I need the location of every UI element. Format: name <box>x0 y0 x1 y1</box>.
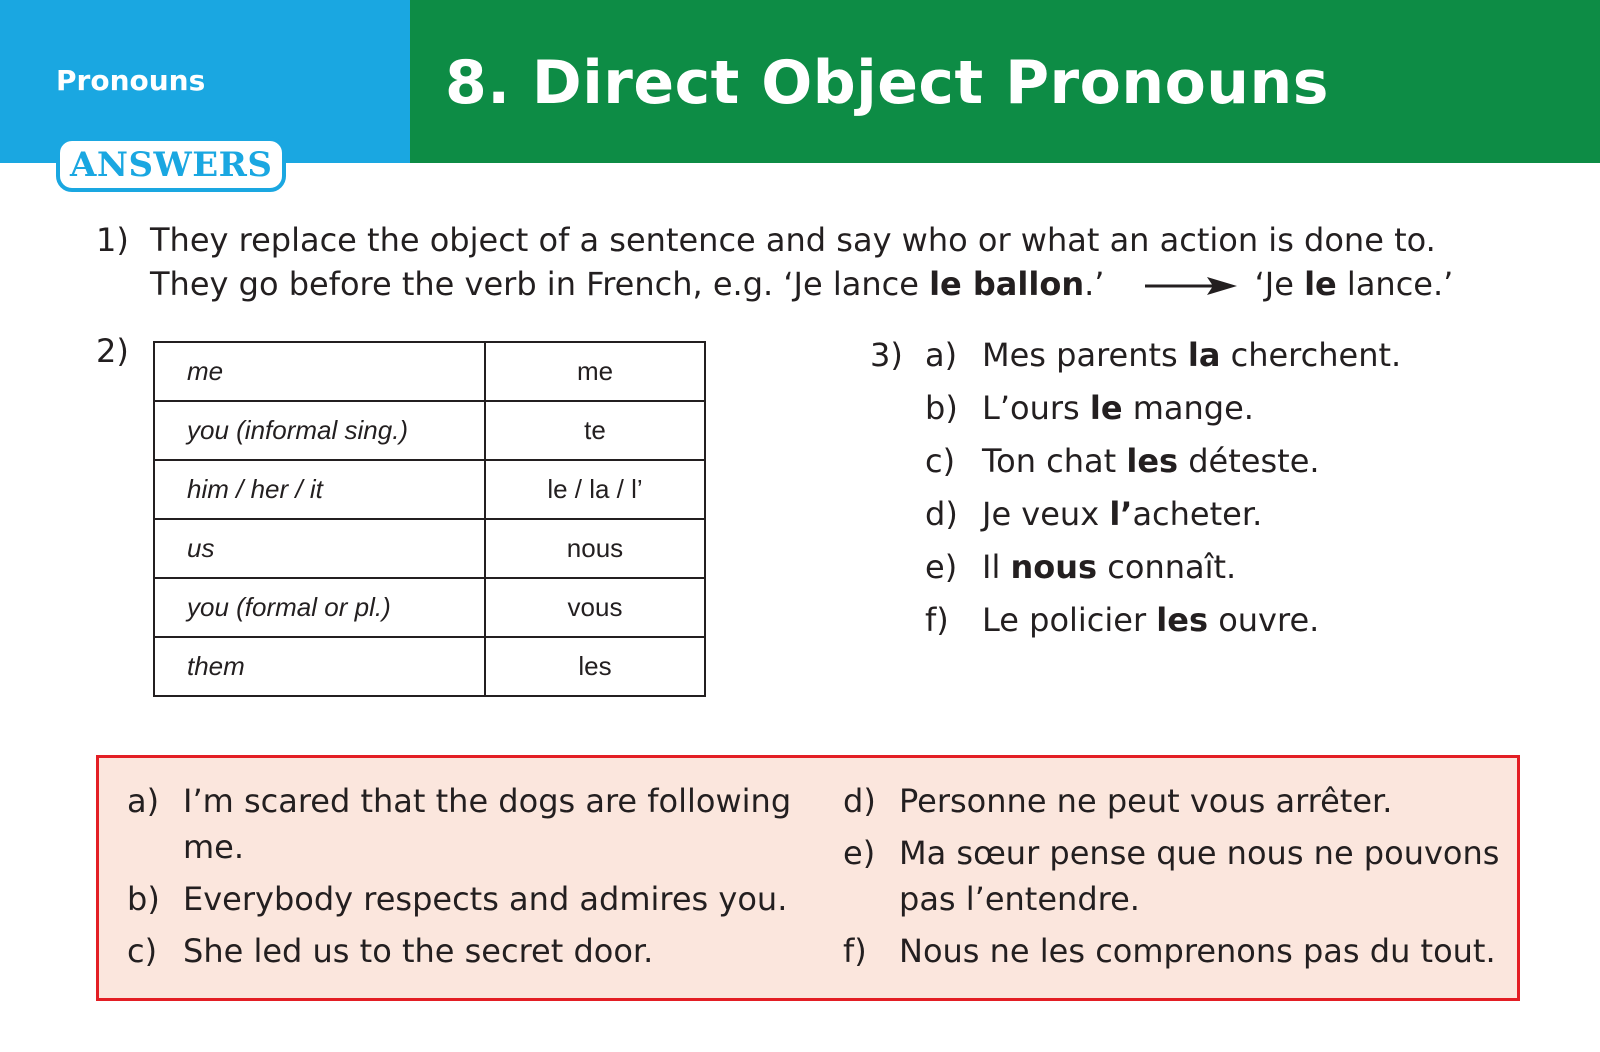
table-cell-french: les <box>485 637 705 696</box>
q3-item-pre: Le policier <box>982 601 1157 639</box>
table-row <box>154 342 705 401</box>
translation-label: f) <box>843 932 867 970</box>
translation-label: e) <box>843 834 876 872</box>
translation-line: pas l’entendre. <box>899 880 1140 918</box>
q3-item-bold: nous <box>1010 548 1098 586</box>
table-cell-french: le / la / l’ <box>485 460 705 519</box>
q3-item-label: a) <box>925 336 958 374</box>
q1-line1: They replace the object of a sentence and say who or what an action is done to. <box>150 221 1436 259</box>
q3-item-bold: les <box>1126 442 1179 480</box>
q3-item-post: cherchent. <box>1220 336 1402 374</box>
q3-item-pre: Mes parents <box>982 336 1188 374</box>
q1-answer <box>150 218 1550 306</box>
translation-line: I’m scared that the dogs are following <box>183 782 792 820</box>
q3-item-text <box>982 330 1401 380</box>
q3-item-text <box>982 489 1262 539</box>
q3-item-label: f) <box>925 601 949 639</box>
q1-result-post: lance.’ <box>1336 265 1454 303</box>
translation-label: a) <box>127 782 160 820</box>
translation-label: d) <box>843 782 876 820</box>
q3-item-post: ouvre. <box>1208 601 1320 639</box>
q3-item-post: déteste. <box>1178 442 1320 480</box>
q3-item-label: d) <box>925 495 958 533</box>
q1-example-post: .’ <box>1084 265 1105 303</box>
q1-result-bold: le <box>1304 265 1337 303</box>
translation-line: Personne ne peut vous arrêter. <box>899 782 1393 820</box>
q3-item <box>870 330 1402 380</box>
translation-line: Everybody respects and admires you. <box>183 880 788 918</box>
table-cell-french: me <box>485 342 705 401</box>
q3-item-text <box>982 595 1319 645</box>
table-cell-english: us <box>154 519 485 578</box>
q3-item-post: mange. <box>1122 389 1254 427</box>
q2-number: 2) <box>96 332 129 370</box>
q1-number: 1) <box>96 221 129 259</box>
q3-item-label: b) <box>925 389 958 427</box>
table-cell-english: me <box>154 342 485 401</box>
q3-item-pre: Il <box>982 548 1011 586</box>
table-row <box>154 519 705 578</box>
table-row <box>154 401 705 460</box>
q3-item-bold: l’ <box>1109 495 1133 533</box>
answers-badge: ANSWERS <box>56 137 286 192</box>
translation-line: me. <box>183 828 245 866</box>
q3-item-bold: les <box>1156 601 1209 639</box>
table-cell-english: them <box>154 637 485 696</box>
translation-answers-box <box>96 755 1520 1001</box>
table-row <box>154 637 705 696</box>
arrow-right-icon <box>1145 275 1237 297</box>
section-label: Pronouns <box>56 64 206 97</box>
q1-result-pre: ‘Je <box>1254 265 1305 303</box>
q1-example-bold: le ballon <box>929 265 1085 303</box>
translation-line: Nous ne les comprenons pas du tout. <box>899 932 1496 970</box>
q1-line2 <box>150 262 1550 306</box>
translation-label: b) <box>127 880 160 918</box>
q1-example-pre: They go before the verb in French, e.g. ‘Je lance <box>150 265 930 303</box>
q3-item-post: connaît. <box>1097 548 1237 586</box>
table-cell-french: nous <box>485 519 705 578</box>
q3-number: 3) <box>870 336 903 374</box>
q3-item-label: e) <box>925 548 958 586</box>
q3-item-bold: la <box>1187 336 1221 374</box>
q3-item-text <box>982 383 1254 433</box>
q3-item-bold: le <box>1089 389 1123 427</box>
pronoun-table <box>153 341 706 697</box>
table-row <box>154 578 705 637</box>
translation-line: She led us to the secret door. <box>183 932 654 970</box>
translation-line: Ma sœur pense que nous ne pouvons <box>899 834 1500 872</box>
page-title: 8. Direct Object Pronouns <box>445 48 1329 118</box>
translation-text <box>183 778 791 870</box>
q3-item-pre: Ton chat <box>982 442 1127 480</box>
table-cell-english: him / her / it <box>154 460 485 519</box>
q3-item-post: acheter. <box>1132 495 1263 533</box>
table-row <box>154 460 705 519</box>
q3-item-label: c) <box>925 442 956 480</box>
q3-item-text <box>982 542 1236 592</box>
table-cell-english: you (formal or pl.) <box>154 578 485 637</box>
translation-label: c) <box>127 932 158 970</box>
table-cell-english: you (informal sing.) <box>154 401 485 460</box>
translation-text <box>899 830 1499 922</box>
table-cell-french: te <box>485 401 705 460</box>
q3-item-text <box>982 436 1320 486</box>
q3-item-pre: Je veux <box>982 495 1110 533</box>
q3-item-pre: L’ours <box>982 389 1090 427</box>
table-cell-french: vous <box>485 578 705 637</box>
